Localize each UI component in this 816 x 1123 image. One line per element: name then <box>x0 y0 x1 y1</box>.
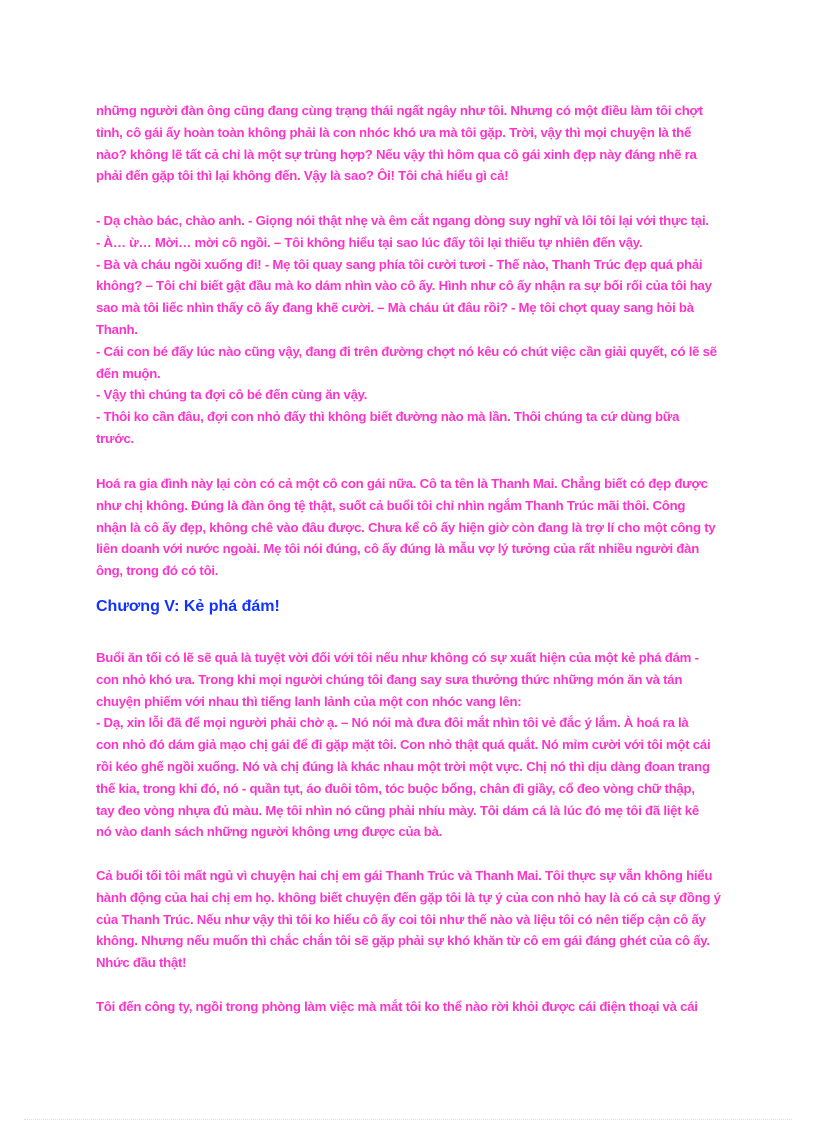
text-line: tay đeo vòng nhựa đủ màu. Mẹ tôi nhìn nó cũng phải nhíu mày. Tôi dám cá là lúc đó mẹ tôi đã liệt kê <box>96 802 699 818</box>
text-line: con nhỏ khó ưa. Trong khi mọi người chúng tôi đang say sưa thưởng thức những món ăn và tán <box>96 671 683 687</box>
text-line: những người đàn ông cũng đang cùng trạng thái ngất ngây như tôi. Nhưng có một điều làm tôi chợt <box>96 103 703 118</box>
text-line: Cả buổi tối tôi mất ngủ vì chuyện hai chị em gái Thanh Trúc và Thanh Mai. Tôi thực sự vẫn không hiểu <box>96 868 713 883</box>
text-line: sao mà tôi liếc nhìn thấy cô ấy đang khẽ cười. – Mà cháu út đâu rồi? - Mẹ tôi chợt quay sang hỏi bà <box>96 300 694 316</box>
text-line: - Dạ, xin lỗi đã để mọi người phải chờ ạ. – Nó nói mà đưa đôi mắt nhìn tôi vẻ đắc ý lắm. À hoá ra là <box>96 715 689 731</box>
text-line: - Dạ chào bác, chào anh. - Giọng nói thật nhẹ và êm cắt ngang dòng suy nghĩ và lôi tôi lại với thực tại. <box>96 213 709 228</box>
text-line: nó vào danh sách những người không ưng được của bà. <box>96 824 443 840</box>
text-line: phải đến gặp tôi thì lại không đến. Vậy là sao? Ôi! Tôi chả hiểu gì cả! <box>96 168 509 184</box>
text-line: tỉnh, cô gái ấy hoàn toàn không phải là con nhóc khó ưa mà tôi gặp. Trời, vậy thì mọi chuyện là thế <box>96 124 692 140</box>
paragraph-3 <box>96 473 728 582</box>
text-line: rồi kéo ghế ngồi xuống. Nó và chị đúng là khác nhau một trời một vực. Chị nó thì dịu dàng đoan trang <box>96 758 710 774</box>
text-line: nào? không lẽ tất cả chỉ là một sự trùng hợp? Nếu vậy thì hôm qua cô gái xinh đẹp này đáng nhẽ ra <box>96 146 697 162</box>
paragraph-6 <box>96 996 728 1018</box>
paragraph-2-dialogue <box>96 210 728 450</box>
text-line: - Vậy thì chúng ta đợi cô bé đến cùng ăn vậy. <box>96 387 368 403</box>
text-line: trước. <box>96 430 134 446</box>
text-line: của Thanh Trúc. Nếu như vậy thì tôi ko hiểu cô ấy coi tôi như thế nào và liệu tôi có nên tiếp cận cô ấy <box>96 911 706 927</box>
text-line: Buổi ăn tối có lẽ sẽ quả là tuyệt vời đối với tôi nếu như không có sự xuất hiện của một kẻ phá đám - <box>96 650 699 665</box>
text-line: thế kia, trong khi đó, nó - quần tụt, áo đuôi tôm, tóc buộc bổng, chân đi giầy, cổ đeo vòng chữ thập, <box>96 780 695 796</box>
text-line: - Cái con bé đấy lúc nào cũng vậy, đang đi trên đường chợt nó kêu có chút việc cần giải quyết, có lẽ sẽ <box>96 343 717 359</box>
text-line: không. Nhưng nếu muốn thì chắc chắn tôi sẽ gặp phải sự khó khăn từ cô em gái đáng ghét của cô ấy. <box>96 933 710 949</box>
text-line: hành động của hai chị em họ. không biết chuyện đến gặp tôi là tự ý của con nhỏ hay là có cả sự đồng ý <box>96 889 721 905</box>
text-line: - Bà và cháu ngồi xuống đi! - Mẹ tôi quay sang phía tôi cười tươi - Thế nào, Thanh Trúc đẹp quá phải <box>96 256 703 272</box>
text-line: như chị không. Đúng là đàn ông tệ thật, suốt cả buổi tôi chỉ nhìn ngắm Thanh Trúc mãi thôi. Công <box>96 497 686 513</box>
text-line: không? – Tôi chỉ biết gật đầu mà ko dám nhìn vào cô ấy. Hình như cô ấy nhận ra sự bối rối của tôi hay <box>96 278 712 294</box>
text-line: đến muộn. <box>96 365 161 381</box>
text-line: liên doanh với nước ngoài. Mẹ tôi nói đúng, cô ấy đúng là mẫu vợ lý tưởng của rất nhiều người đàn <box>96 541 699 557</box>
text-line: Nhức đầu thật! <box>96 955 187 971</box>
text-line: Tôi đến công ty, ngồi trong phòng làm việc mà mắt tôi ko thể nào rời khỏi được cái điện thoại và cái <box>96 999 698 1014</box>
paragraph-5 <box>96 865 728 974</box>
text-line: Thanh. <box>96 321 138 337</box>
page-bottom-divider <box>24 1119 792 1120</box>
text-line: - Thôi ko cần đâu, đợi con nhỏ đấy thì không biết đường nào mà lần. Thôi chúng ta cứ dùng bữa <box>96 409 680 425</box>
text-line: - À… ừ… Mời… mời cô ngồi. – Tôi không hiểu tại sao lúc đấy tôi lại thiếu tự nhiên đến vậy. <box>96 234 643 250</box>
paragraph-1 <box>96 100 728 187</box>
text-line: Hoá ra gia đình này lại còn có cả một cô con gái nữa. Cô ta tên là Thanh Mai. Chẳng biết có đẹp được <box>96 476 708 491</box>
text-line: ông, trong đó có tôi. <box>96 563 219 579</box>
paragraph-4 <box>96 647 728 843</box>
chapter-heading: Chương V: Kẻ phá đám! <box>96 598 280 615</box>
text-line: con nhỏ đó dám giả mạo chị gái để đi gặp mặt tôi. Con nhỏ thật quá quắt. Nó mỉm cười với tôi một cái <box>96 737 711 753</box>
text-line: nhận là cô ấy đẹp, không chê vào đâu được. Chưa kể cô ấy hiện giờ còn đang là trợ lí cho một công ty <box>96 519 716 535</box>
text-line: chuyện phiếm với nhau thì tiếng lanh lảnh của một con nhóc vang lên: <box>96 693 522 709</box>
